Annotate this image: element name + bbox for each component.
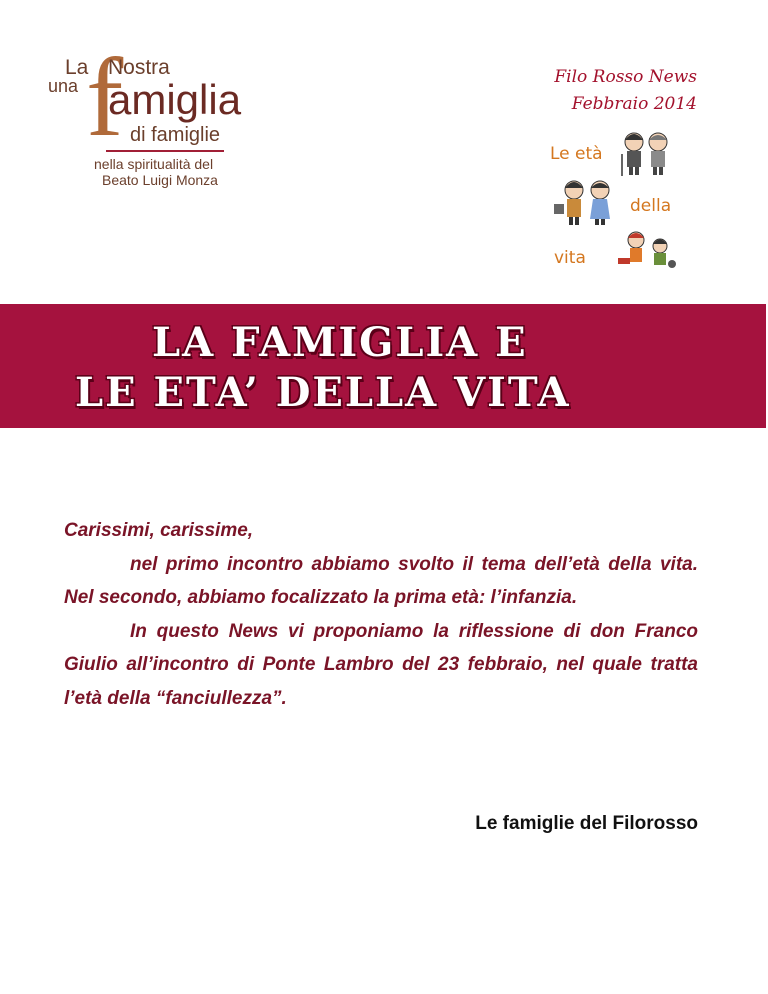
title-line-2: LE ETA’ DELLA VITA [75, 369, 571, 416]
logo-la: La [65, 56, 89, 79]
illustration-label-1: Le età [550, 144, 603, 164]
letter-body [64, 514, 698, 715]
logo [48, 36, 248, 188]
greeting: Carissimi, carissime, [64, 520, 254, 541]
signature: Le famiglie del Filorosso [475, 813, 698, 834]
logo-divider [106, 150, 224, 152]
logo-di-famiglie: di famiglie [130, 124, 221, 146]
logo-subtitle-2: Beato Luigi Monza [102, 172, 218, 188]
paragraph-1: nel primo incontro abbiamo svolto il tema dell’età della vita. Nel secondo, abbiamo focalizzato la prima età: l’infanzia. [64, 553, 698, 608]
title-line-1: LA FAMIGLIA E [152, 319, 528, 366]
title-banner [0, 304, 766, 428]
page-title [0, 304, 766, 418]
newsletter-date: Febbraio 2014 [571, 94, 697, 114]
logo-amiglia: amiglia [108, 76, 242, 123]
logo-una: una [48, 76, 79, 96]
newsletter-header [554, 64, 697, 118]
ages-of-life-illustration [544, 124, 684, 276]
logo-subtitle-1: nella spiritualità del [94, 156, 214, 172]
logo-big-f: f [86, 36, 124, 160]
illustration-label-3: vita [554, 248, 586, 268]
illustration-label-2: della [630, 196, 672, 216]
paragraph-2: In questo News vi proponiamo la riflessione di don Franco Giulio all’incontro di Ponte Lambro del 23 febbraio, nel quale tratta l’età della “fanciullezza”. [64, 620, 698, 709]
logo-nostra: Nostra [108, 56, 170, 79]
newsletter-name: Filo Rosso News [554, 67, 697, 87]
